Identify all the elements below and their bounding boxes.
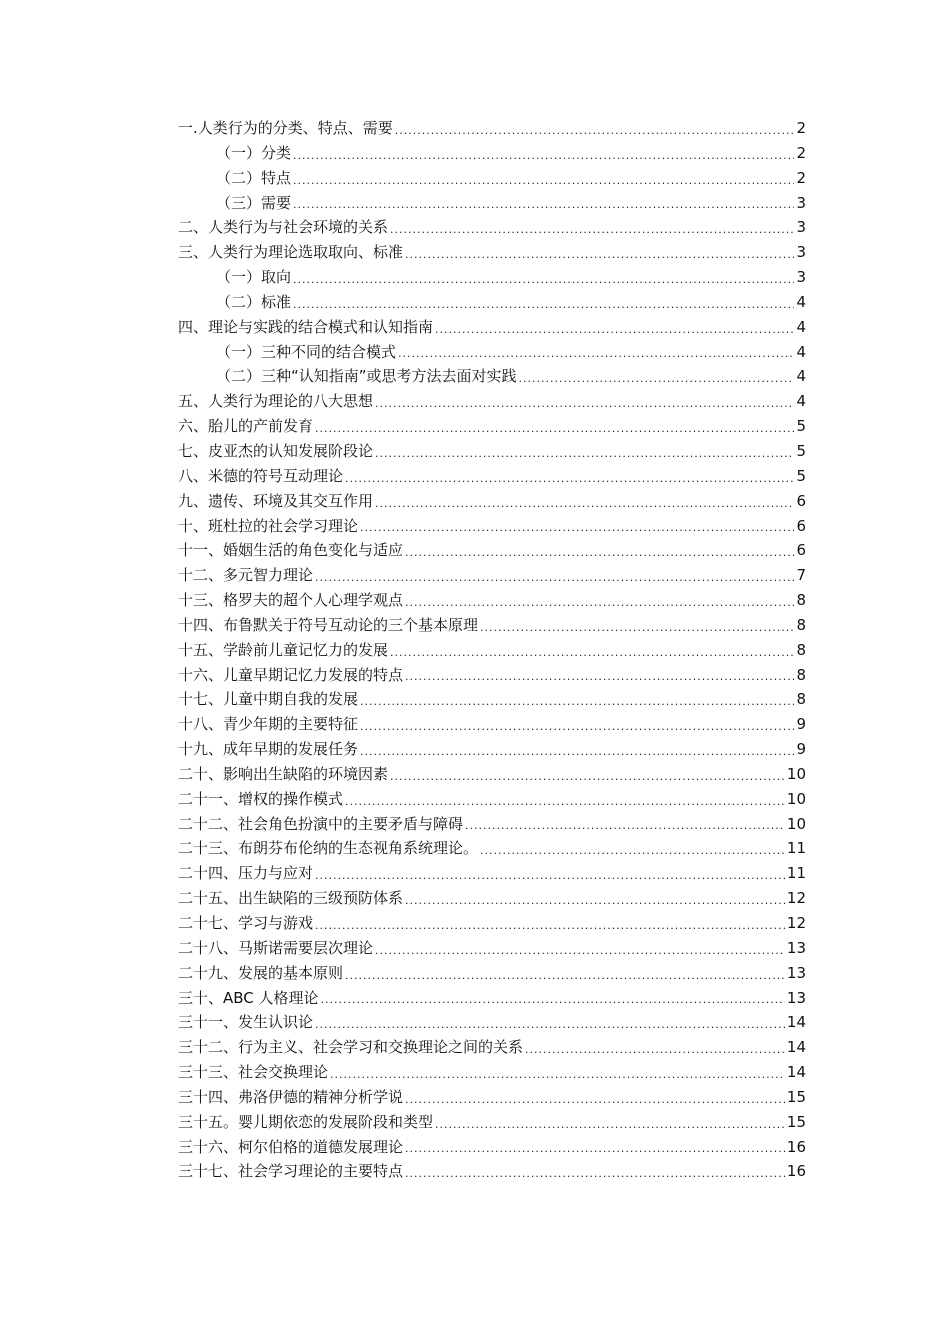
toc-entry[interactable] — [178, 936, 806, 961]
toc-dot-leader — [405, 593, 794, 613]
toc-entry[interactable] — [178, 1010, 806, 1035]
toc-entry-title: （一）三种不同的结合模式 — [216, 342, 397, 361]
toc-entry[interactable] — [178, 712, 806, 737]
toc-entry-title: 六、胎儿的产前发育 — [178, 417, 314, 436]
toc-dot-leader — [435, 1115, 785, 1135]
toc-entry-title: 二十、影响出生缺陷的环境因素 — [178, 764, 389, 783]
toc-entry[interactable] — [178, 787, 806, 812]
toc-entry[interactable] — [178, 911, 806, 936]
toc-page-number: 14 — [786, 1063, 806, 1082]
toc-dot-leader — [405, 667, 794, 687]
toc-entry-title: 十六、儿童早期记忆力发展的特点 — [178, 665, 404, 684]
toc-entry[interactable] — [178, 215, 806, 240]
toc-page-number: 8 — [796, 690, 806, 709]
toc-dot-leader — [480, 618, 794, 638]
toc-dot-leader — [375, 941, 785, 961]
toc-entry-title: （二）标准 — [216, 292, 292, 311]
toc-page-number: 9 — [796, 740, 806, 759]
toc-entry-title: 八、米德的符号互动理论 — [178, 466, 344, 485]
toc-dot-leader — [435, 320, 794, 340]
toc-entry-title: 三十一、发生认识论 — [178, 1013, 314, 1032]
toc-dot-leader — [405, 543, 794, 563]
toc-dot-leader — [480, 841, 785, 861]
toc-entry[interactable] — [178, 141, 806, 166]
toc-dot-leader — [390, 220, 794, 240]
toc-entry-title: 九、遗传、环境及其交互作用 — [178, 491, 374, 510]
toc-entry-title: 三十二、行为主义、社会学习和交换理论之间的关系 — [178, 1038, 524, 1057]
toc-dot-leader — [398, 344, 794, 364]
toc-entry-title: 二十三、布朗芬布伦纳的生态视角系统理论。 — [178, 839, 479, 858]
toc-entry-title: 三十五。婴儿期依恋的发展阶段和类型 — [178, 1112, 434, 1131]
toc-dot-leader — [315, 1015, 785, 1035]
toc-entry[interactable] — [178, 588, 806, 613]
toc-page-number: 8 — [796, 665, 806, 684]
toc-entry-title: 四、理论与实践的结合模式和认知指南 — [178, 317, 434, 336]
toc-entry[interactable] — [178, 514, 806, 539]
toc-entry-title: 三十、ABC 人格理论 — [178, 988, 319, 1007]
toc-entry-title: 五、人类行为理论的八大思想 — [178, 392, 374, 411]
toc-page-number: 8 — [796, 615, 806, 634]
toc-dot-leader — [345, 966, 785, 986]
toc-dot-leader — [315, 866, 785, 886]
toc-entry[interactable] — [178, 1085, 806, 1110]
toc-page-number: 2 — [796, 119, 806, 137]
toc-page-number: 16 — [786, 1137, 806, 1156]
toc-entry[interactable] — [178, 961, 806, 986]
toc-entry-title: 十五、学龄前儿童记忆力的发展 — [178, 640, 389, 659]
toc-dot-leader — [293, 295, 794, 315]
toc-entry[interactable] — [178, 1159, 806, 1184]
toc-entry-title: 二十四、压力与应对 — [178, 864, 314, 883]
toc-entry-title: （一）分类 — [216, 143, 292, 162]
toc-page-number: 5 — [796, 441, 806, 460]
toc-page-number: 10 — [786, 814, 806, 833]
toc-entry-title: 三十六、柯尔伯格的道德发展理论 — [178, 1137, 404, 1156]
toc-entry[interactable] — [178, 464, 806, 489]
toc-page-number: 4 — [796, 342, 806, 361]
toc-page-number: 2 — [796, 143, 806, 162]
toc-entry-title: 十一、婚姻生活的角色变化与适应 — [178, 541, 404, 560]
toc-entry-title: （二）特点 — [216, 168, 292, 187]
toc-page-number: 3 — [796, 243, 806, 262]
toc-dot-leader — [465, 816, 785, 836]
toc-dot-leader — [315, 419, 794, 439]
toc-entry[interactable] — [178, 1135, 806, 1160]
toc-page-number: 4 — [796, 292, 806, 311]
toc-page-number: 11 — [786, 839, 806, 858]
toc-dot-leader — [405, 1090, 785, 1110]
toc-page-number: 10 — [786, 764, 806, 783]
table-of-contents — [178, 116, 806, 1184]
toc-entry-title: 十九、成年早期的发展任务 — [178, 740, 359, 759]
toc-page-number: 3 — [796, 218, 806, 237]
toc-dot-leader — [293, 146, 794, 166]
toc-entry-title: 一.人类行为的分类、特点、需要 — [178, 119, 393, 137]
toc-page-number: 11 — [786, 864, 806, 883]
toc-dot-leader — [375, 394, 794, 414]
toc-page-number: 14 — [786, 1013, 806, 1032]
toc-entry[interactable] — [178, 166, 806, 191]
toc-dot-leader — [405, 245, 794, 265]
toc-dot-leader — [519, 369, 795, 389]
toc-entry-title: 十八、青少年期的主要特征 — [178, 715, 359, 734]
toc-entry-title: 二十一、增权的操作模式 — [178, 789, 344, 808]
toc-entry[interactable] — [178, 340, 806, 365]
toc-entry[interactable] — [178, 538, 806, 563]
toc-entry[interactable] — [178, 663, 806, 688]
toc-entry[interactable] — [178, 414, 806, 439]
toc-entry[interactable] — [178, 812, 806, 837]
toc-dot-leader — [345, 792, 785, 812]
toc-entry-title: 二十五、出生缺陷的三级预防体系 — [178, 889, 404, 908]
toc-page-number: 6 — [796, 491, 806, 510]
toc-dot-leader — [395, 121, 795, 141]
toc-page-number: 13 — [786, 963, 806, 982]
toc-entry[interactable] — [178, 687, 806, 712]
toc-entry[interactable] — [178, 439, 806, 464]
toc-page-number: 4 — [796, 317, 806, 336]
toc-entry[interactable] — [178, 265, 806, 290]
toc-dot-leader — [390, 643, 794, 663]
toc-entry[interactable] — [178, 315, 806, 340]
toc-dot-leader — [360, 742, 794, 762]
toc-dot-leader — [405, 1139, 785, 1159]
toc-entry-title: 十二、多元智力理论 — [178, 566, 314, 585]
toc-entry-title: （三）需要 — [216, 193, 292, 212]
toc-dot-leader — [390, 767, 785, 787]
toc-page-number: 9 — [796, 715, 806, 734]
toc-page-number: 7 — [796, 566, 806, 585]
toc-page-number: 5 — [796, 417, 806, 436]
toc-dot-leader — [360, 717, 794, 737]
toc-dot-leader — [525, 1040, 785, 1060]
toc-entry-title: 二、人类行为与社会环境的关系 — [178, 218, 389, 237]
toc-page-number: 13 — [786, 988, 806, 1007]
toc-entry[interactable] — [178, 986, 806, 1011]
toc-dot-leader — [293, 270, 794, 290]
toc-entry[interactable] — [178, 290, 806, 315]
toc-page-number: 4 — [796, 392, 806, 411]
toc-dot-leader — [405, 891, 785, 911]
toc-entry-title: 二十八、马斯诺需要层次理论 — [178, 938, 374, 957]
toc-entry[interactable] — [178, 861, 806, 886]
toc-entry[interactable] — [178, 886, 806, 911]
toc-entry-title: 十七、儿童中期自我的发展 — [178, 690, 359, 709]
toc-page-number: 8 — [796, 640, 806, 659]
toc-entry-title: 三十七、社会学习理论的主要特点 — [178, 1162, 404, 1181]
toc-page-number: 3 — [796, 268, 806, 287]
toc-dot-leader — [293, 195, 794, 215]
toc-page-number: 12 — [786, 889, 806, 908]
toc-entry[interactable] — [178, 563, 806, 588]
toc-entry-title: （一）取向 — [216, 268, 292, 287]
toc-page-number: 6 — [796, 541, 806, 560]
toc-dot-leader — [321, 990, 785, 1010]
toc-page-number: 10 — [786, 789, 806, 808]
toc-dot-leader — [345, 469, 794, 489]
toc-entry-title: 二十七、学习与游戏 — [178, 914, 314, 932]
toc-entry-title: 二十二、社会角色扮演中的主要矛盾与障碍 — [178, 814, 464, 833]
toc-page-number: 12 — [786, 914, 806, 932]
toc-entry[interactable] — [178, 116, 806, 141]
toc-entry[interactable] — [178, 489, 806, 514]
toc-entry[interactable] — [178, 1110, 806, 1135]
toc-page-number: 15 — [786, 1087, 806, 1106]
toc-entry[interactable] — [178, 737, 806, 762]
toc-page-number: 8 — [796, 591, 806, 610]
toc-page-number: 16 — [786, 1162, 806, 1181]
toc-entry-title: 三十三、社会交换理论 — [178, 1063, 329, 1082]
toc-entry-title: 七、皮亚杰的认知发展阶段论 — [178, 441, 374, 460]
toc-entry-title: 二十九、发展的基本原则 — [178, 963, 344, 982]
toc-page-number: 4 — [796, 367, 806, 386]
toc-entry[interactable] — [178, 240, 806, 265]
toc-dot-leader — [315, 568, 794, 588]
toc-dot-leader — [293, 171, 794, 191]
toc-dot-leader — [405, 1164, 785, 1184]
toc-dot-leader — [360, 518, 794, 538]
toc-page-number: 6 — [796, 516, 806, 535]
toc-entry-title: 十三、格罗夫的超个人心理学观点 — [178, 591, 404, 610]
toc-entry[interactable] — [178, 191, 806, 216]
toc-dot-leader — [330, 1065, 785, 1085]
toc-dot-leader — [375, 444, 794, 464]
toc-entry[interactable] — [178, 613, 806, 638]
toc-entry[interactable] — [178, 836, 806, 861]
toc-page-number: 5 — [796, 466, 806, 485]
toc-entry[interactable] — [178, 638, 806, 663]
toc-entry[interactable] — [178, 389, 806, 414]
toc-page-number: 2 — [796, 168, 806, 187]
toc-page-number: 14 — [786, 1038, 806, 1057]
toc-page-number: 13 — [786, 938, 806, 957]
toc-entry[interactable] — [178, 1035, 806, 1060]
toc-dot-leader — [375, 494, 794, 514]
toc-entry-title: （二）三种“认知指南”或思考方法去面对实践 — [216, 367, 517, 386]
toc-entry-title: 十、班杜拉的社会学习理论 — [178, 516, 359, 535]
toc-entry-title: 三、人类行为理论选取取向、标准 — [178, 243, 404, 262]
toc-entry[interactable] — [178, 762, 806, 787]
toc-dot-leader — [315, 916, 785, 936]
toc-dot-leader — [360, 692, 794, 712]
toc-page-number: 3 — [796, 193, 806, 212]
toc-entry-title: 十四、布鲁默关于符号互动论的三个基本原理 — [178, 615, 479, 634]
toc-entry[interactable] — [178, 364, 806, 389]
toc-entry-title: 三十四、弗洛伊德的精神分析学说 — [178, 1087, 404, 1106]
toc-entry[interactable] — [178, 1060, 806, 1085]
toc-page-number: 15 — [786, 1112, 806, 1131]
